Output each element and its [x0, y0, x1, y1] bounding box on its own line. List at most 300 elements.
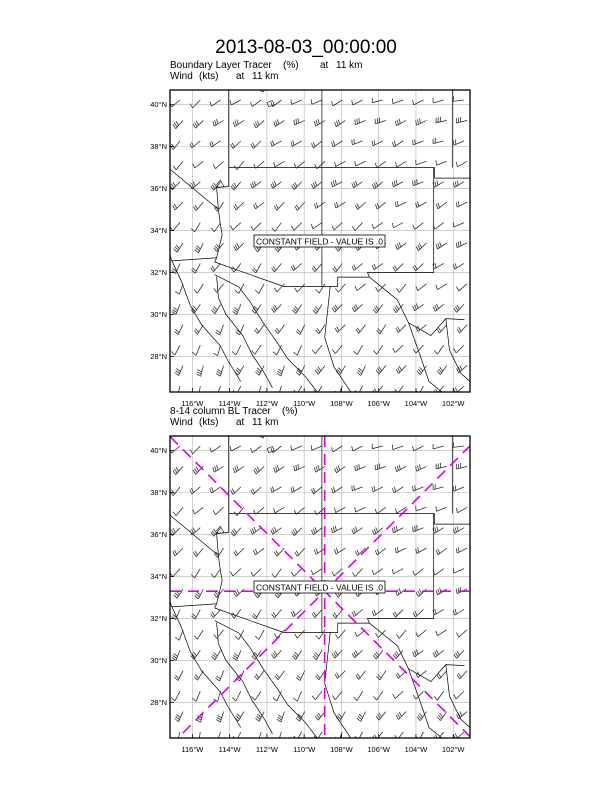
wind-barb [170, 569, 180, 577]
wind-barb [230, 100, 241, 105]
wind-barb [211, 182, 221, 191]
wind-barb [437, 712, 447, 721]
wind-barb [216, 325, 224, 335]
panel-bottom-wind-units: (kts) [199, 417, 218, 428]
wind-barb [296, 671, 305, 681]
wind-barb [311, 527, 322, 534]
wind-barb [457, 630, 468, 637]
wind-barb [173, 548, 183, 556]
panel-top [118, 60, 472, 408]
wind-barb [372, 140, 383, 146]
wind-barb [234, 589, 244, 597]
wind-barb [173, 507, 183, 516]
wind-barb [234, 202, 244, 210]
lat-label: 30°N [150, 310, 167, 319]
panel-top-field-title: Boundary Layer Tracer [170, 60, 272, 71]
page-title: 2013-08-03_00:00:00 [215, 37, 397, 58]
wind-barb [436, 160, 447, 165]
wind-barb [332, 345, 342, 353]
wind-barb [453, 609, 464, 615]
wind-barb [211, 528, 221, 537]
wind-barb [352, 527, 363, 534]
wind-barb [254, 386, 262, 397]
wind-barb [213, 507, 223, 514]
wind-barb [373, 386, 383, 394]
california-nevada-border [118, 126, 219, 210]
wind-barb [193, 202, 203, 210]
wind-barb [454, 691, 464, 699]
wind-barb [416, 548, 427, 554]
wind-barb [236, 325, 244, 335]
wind-barb [352, 304, 362, 312]
wind-barb [295, 548, 305, 556]
wind-barb [274, 732, 282, 743]
wind-barb [355, 507, 366, 512]
wind-barb [193, 120, 203, 128]
lon-label: 114°W [219, 745, 242, 754]
wind-barb [413, 345, 423, 353]
wind-barb [174, 243, 183, 252]
panel-top-field-units: (%) [283, 60, 299, 71]
wind-barb [352, 485, 363, 491]
lat-label: 34°N [150, 226, 167, 235]
wind-barb [413, 609, 423, 617]
wind-barb [213, 386, 221, 396]
wind-barb [254, 548, 265, 555]
wind-barb [354, 732, 363, 742]
wind-barb [170, 141, 180, 150]
wind-barb [316, 630, 325, 639]
wind-barb [294, 118, 305, 125]
wind-barb [335, 466, 346, 473]
wind-barb [434, 732, 444, 741]
wind-barb [193, 507, 204, 514]
wind-barb [216, 671, 224, 681]
wind-barb [292, 304, 301, 313]
baja-west-coast [172, 261, 241, 382]
wind-barb [190, 141, 200, 148]
wind-barb [216, 366, 223, 377]
wind-barb [193, 161, 204, 168]
wind-barb [175, 366, 183, 376]
wind-barb [453, 526, 464, 533]
wind-barb [372, 263, 383, 269]
lon-label: 110°W [293, 399, 316, 408]
wind-barb [212, 650, 221, 660]
wind-barb [292, 650, 301, 659]
wind-barb [214, 284, 224, 293]
wind-barb [392, 180, 403, 187]
wind-barb [271, 140, 282, 146]
wind-barb [170, 487, 180, 496]
wind-barb [392, 445, 403, 450]
wind-barb [274, 465, 285, 472]
wind-barb [275, 325, 285, 334]
panel-top-wind-units: (kts) [199, 71, 218, 82]
wind-barb [272, 569, 282, 578]
wind-barb [230, 569, 240, 576]
wind-barb [373, 304, 383, 313]
wind-barb [195, 243, 204, 253]
wind-barb [194, 325, 203, 334]
wind-barb [453, 263, 464, 269]
wind-barb [233, 120, 244, 127]
wind-barb [231, 487, 241, 495]
lon-label: 110°W [293, 745, 316, 754]
wind-barb [230, 446, 241, 451]
lon-label: 114°W [219, 399, 242, 408]
panel-top-field-level: 11 km [336, 60, 363, 71]
wind-barb [433, 263, 444, 269]
wind-barb [457, 325, 467, 333]
wind-barb [396, 325, 406, 333]
wind-barb [413, 263, 423, 271]
wind-barb [335, 120, 346, 127]
wind-barb [335, 161, 346, 166]
wind-barb [392, 223, 403, 228]
wind-barb [254, 507, 265, 514]
wind-barb [175, 630, 183, 640]
wind-barb [433, 444, 444, 449]
wind-barb [170, 223, 180, 231]
wind-barb [295, 630, 305, 638]
wind-barb [413, 139, 424, 145]
wind-barb [436, 202, 447, 209]
wind-barb [232, 732, 241, 742]
wind-barb [373, 345, 382, 354]
wind-barb [436, 548, 447, 555]
wind-barb [255, 671, 265, 680]
wind-barb [456, 161, 467, 167]
lat-tick-labels [150, 100, 167, 361]
wind-barb [375, 464, 386, 470]
wind-barb [230, 223, 240, 230]
wind-barb [251, 141, 261, 149]
wind-barb [393, 609, 403, 617]
wind-barb [296, 325, 305, 335]
wind-barb [396, 284, 406, 293]
wind-barb [192, 263, 201, 273]
lat-label: 40°N [150, 446, 167, 455]
wind-barb [291, 100, 302, 105]
wind-barb [416, 160, 427, 165]
wind-barb [395, 201, 406, 207]
wind-barb [173, 732, 180, 743]
wind-barb [233, 466, 244, 473]
wind-barb [413, 691, 423, 699]
lat-label: 38°N [150, 488, 167, 497]
wind-barb [210, 487, 221, 493]
sonora-coast [215, 621, 318, 738]
wind-barb [456, 507, 467, 513]
wind-barb [312, 345, 322, 354]
wind-barb [454, 304, 464, 312]
wind-barb [375, 202, 386, 209]
wind-barb [314, 202, 325, 208]
wind-barb [234, 548, 244, 556]
wind-barb [274, 386, 282, 397]
wind-barb [172, 263, 180, 273]
cross-section-line [5, 271, 612, 792]
wind-barb [375, 118, 386, 124]
wind-barb [376, 284, 386, 292]
wind-barb [352, 569, 362, 577]
wind-barb [170, 100, 181, 107]
lon-label: 112°W [256, 399, 279, 408]
wind-barb [252, 345, 262, 354]
wind-barb [271, 527, 282, 534]
wind-barb [436, 284, 447, 290]
wind-barb [436, 463, 447, 469]
wind-barb [295, 202, 305, 210]
wind-barb [392, 99, 403, 104]
wind-barb [436, 242, 447, 249]
wind-barb [413, 100, 424, 105]
wind-barb [277, 366, 285, 376]
wind-barb [352, 223, 362, 231]
wind-barb [335, 630, 345, 638]
wind-barb [171, 345, 180, 355]
wind-barb [315, 366, 325, 375]
wind-barb [456, 201, 467, 207]
wind-barb [416, 630, 427, 637]
wind-barb [396, 242, 407, 249]
panel-top-wind-at: at [236, 71, 245, 82]
wind-barb [255, 325, 265, 334]
panel-bottom-field-title: 8-14 column BL Tracer [170, 406, 271, 417]
wind-barb [252, 650, 261, 659]
wind-barb [433, 526, 444, 533]
panel-top-wind-title: Wind [170, 71, 193, 82]
wind-barb [372, 569, 383, 575]
wind-barb [453, 568, 464, 573]
baja-gulf-coast [217, 277, 273, 388]
wind-barb [210, 100, 221, 106]
wind-barb [335, 325, 345, 333]
wind-barb [457, 671, 467, 679]
wind-barb [291, 223, 301, 231]
wind-barb [213, 691, 220, 702]
wind-barb [413, 525, 424, 532]
wind-barb [456, 463, 467, 469]
lon-label: 112°W [256, 745, 279, 754]
wind-barb [190, 487, 200, 494]
wind-barb [372, 223, 383, 229]
wind-barb [396, 712, 406, 720]
wind-barb [453, 139, 464, 145]
lat-label: 36°N [150, 184, 167, 193]
wind-barb [231, 141, 241, 149]
wind-barb [331, 180, 342, 187]
wind-barb [413, 446, 424, 451]
wind-barb [436, 117, 447, 123]
wind-barb [453, 222, 464, 227]
wind-barb [332, 650, 342, 658]
wind-barb [233, 304, 241, 314]
wind-barb [352, 446, 363, 451]
wind-barb [234, 161, 244, 169]
wind-barb [274, 161, 285, 167]
wind-barb [173, 120, 183, 128]
panel-top-wind-level: 11 km [252, 71, 279, 82]
wind-barb [255, 284, 264, 294]
wind-barb [372, 98, 383, 103]
panel-bottom-wind-level: 11 km [252, 417, 279, 428]
california-nevada-border [118, 472, 219, 556]
wind-barb [314, 465, 325, 472]
wind-barb [433, 569, 444, 576]
wind-barb [192, 345, 200, 355]
lat-label: 34°N [150, 572, 167, 581]
wind-barb [172, 304, 180, 314]
wind-barb [316, 284, 325, 293]
wind-barb [232, 386, 241, 396]
wind-barb [396, 630, 406, 639]
wind-barb [332, 304, 342, 312]
wind-barb [211, 263, 221, 271]
wind-barb [357, 366, 366, 376]
wind-barb [456, 587, 467, 594]
wind-barb [252, 609, 261, 619]
wind-barb [377, 325, 386, 334]
baja-west-coast [172, 607, 241, 728]
wind-barb [291, 446, 302, 451]
wind-barb [171, 691, 180, 701]
wind-barb [311, 223, 322, 229]
wind-barb [251, 181, 262, 188]
wind-barb [233, 650, 241, 660]
wind-barb [271, 650, 281, 658]
wind-barb [355, 284, 366, 291]
wind-barb [277, 712, 285, 722]
wind-barb [335, 202, 346, 208]
wind-barb [413, 485, 424, 491]
wind-barb [352, 609, 363, 616]
wind-barb [393, 691, 403, 698]
wind-barb [354, 386, 363, 396]
lat-label: 32°N [150, 268, 167, 277]
wind-barb [251, 223, 261, 231]
lon-tick-labels [181, 745, 465, 754]
wind-barb [376, 630, 386, 638]
wind-barb [311, 445, 322, 450]
wind-barb [214, 630, 224, 639]
wind-barb [271, 486, 282, 492]
wind-barb [170, 446, 181, 453]
wind-barb [234, 243, 244, 251]
wind-barb [190, 446, 200, 454]
wind-barb [272, 263, 282, 272]
wind-barb [251, 527, 262, 534]
wind-barb [352, 139, 363, 145]
wind-barb [252, 304, 261, 313]
wind-barb [274, 507, 285, 513]
panel-bottom [5, 271, 612, 792]
wind-barb [437, 366, 447, 375]
wind-barb [392, 487, 403, 493]
wind-barb [434, 386, 444, 395]
wind-barb [416, 243, 426, 251]
wind-barb [336, 712, 345, 722]
wind-barb [255, 630, 264, 640]
wind-barb [316, 671, 325, 680]
wind-barb [332, 141, 343, 147]
wind-barb [457, 711, 468, 718]
wind-barb [354, 345, 363, 355]
wind-barb [332, 223, 342, 230]
wind-barb [433, 223, 444, 230]
wind-barb [272, 609, 282, 618]
wind-barb [251, 446, 262, 453]
lon-label: 108°W [330, 745, 354, 754]
baja-gulf-coast [217, 623, 273, 734]
lat-label: 28°N [150, 352, 167, 361]
wind-barb [213, 119, 224, 126]
wind-barb [232, 345, 241, 355]
mexico-state-line-b [409, 323, 443, 392]
wind-barb [331, 526, 342, 533]
wind-barb [254, 466, 264, 474]
wind-barb [291, 569, 301, 577]
wind-barb [293, 732, 302, 741]
wind-barb [394, 386, 404, 395]
wind-barb [437, 325, 447, 333]
wind-barb [372, 486, 383, 492]
wind-barb [296, 712, 305, 722]
wind-barb [194, 630, 203, 639]
lon-label: 106°W [367, 399, 391, 408]
wind-barb [433, 138, 444, 144]
wind-barb [173, 161, 183, 170]
wind-barb [294, 161, 305, 168]
wind-barb [395, 161, 406, 167]
new-mexico-texas-border [368, 168, 434, 278]
wind-barb [416, 284, 427, 291]
wind-barb [313, 304, 322, 314]
wind-barb [375, 548, 386, 555]
wind-barb [395, 547, 406, 553]
wind-barb [436, 630, 447, 636]
constant-field-label: CONSTANT FIELD - VALUE IS .0 [256, 237, 383, 247]
wind-barb [373, 732, 383, 740]
lake-outline [217, 180, 224, 187]
wind-barb [335, 671, 345, 679]
wind-barb [192, 609, 201, 619]
wind-barb [274, 548, 284, 556]
lat-label: 36°N [150, 530, 167, 539]
wind-barb [252, 263, 261, 273]
wind-barb [294, 464, 305, 471]
panel-bottom-field-units: (%) [282, 406, 298, 417]
wind-barb [372, 609, 383, 615]
wind-barb [173, 386, 180, 397]
wind-barb [293, 691, 301, 701]
wind-barb [210, 141, 221, 147]
wind-barb [395, 465, 406, 472]
wind-barb [313, 650, 322, 660]
wind-barb [394, 732, 404, 741]
wind-barb [190, 100, 200, 108]
wind-barb [416, 202, 427, 208]
wind-barb [312, 609, 322, 617]
wind-barb [433, 304, 444, 311]
wind-barb [372, 181, 383, 188]
wind-barb [456, 547, 467, 553]
wind-barb [437, 671, 447, 679]
wind-barb [434, 345, 444, 354]
wind-barb [393, 263, 403, 271]
wind-barb [434, 691, 444, 700]
